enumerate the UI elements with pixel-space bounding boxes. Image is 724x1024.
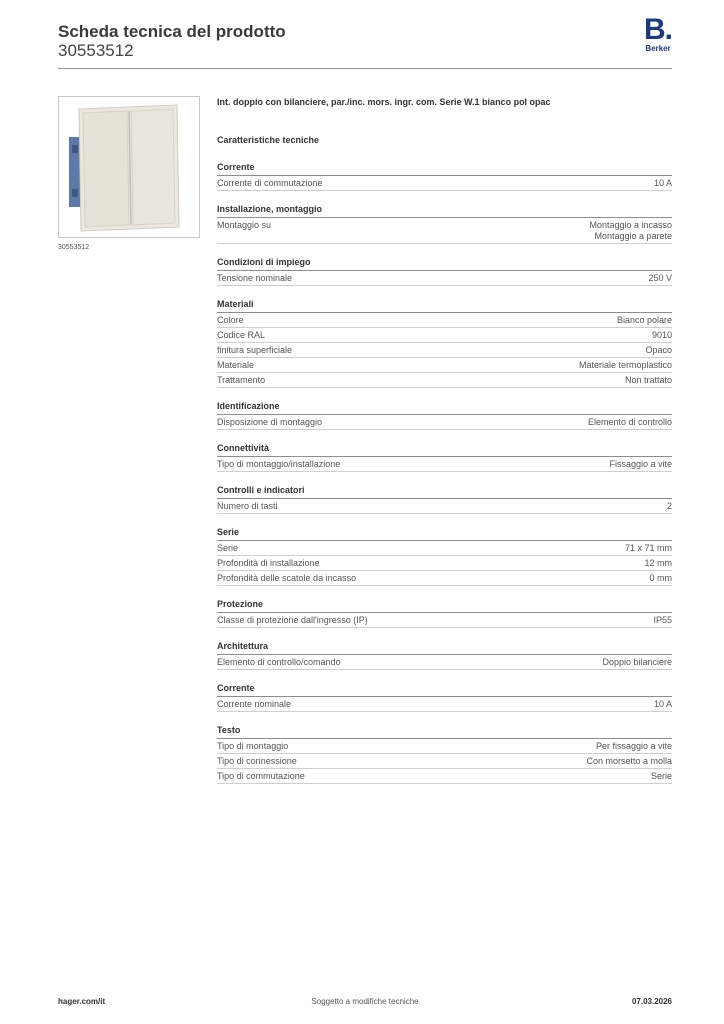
spec-row (217, 176, 672, 191)
spec-value (667, 501, 672, 512)
spec-row (217, 571, 672, 586)
spec-label: Elemento di controllo/comando (217, 657, 341, 667)
spec-content (217, 96, 672, 784)
footer-date: 07.03.2026 (631, 997, 672, 1006)
section-title: Connettività (217, 443, 672, 457)
spec-value-line: Fissaggio a vite (609, 459, 672, 469)
spec-value-line: Montaggio a incasso (589, 220, 672, 230)
spec-row (217, 218, 672, 244)
spec-label: Tipo di montaggio (217, 741, 289, 751)
section-title: Condizioni di impiego (217, 257, 672, 271)
spec-value-line: Montaggio a parete (594, 231, 672, 241)
spec-value (586, 756, 672, 767)
spec-row (217, 343, 672, 358)
spec-value (596, 741, 672, 752)
spec-value (625, 375, 672, 386)
spec-label: Disposizione di montaggio (217, 417, 323, 427)
page-header (58, 22, 286, 60)
section-title: Testo (217, 725, 672, 739)
spec-value (651, 771, 672, 782)
berker-logo (640, 13, 676, 53)
spec-row (217, 541, 672, 556)
spec-value (625, 543, 672, 554)
spec-value (588, 417, 672, 428)
spec-label: Corrente di commutazione (217, 178, 323, 188)
spec-row (217, 655, 672, 670)
spec-value-line: Opaco (645, 345, 672, 355)
spec-value-line: 10 A (653, 178, 672, 188)
spec-value-line: Non trattato (624, 375, 672, 385)
section-title: Installazione, montaggio (217, 204, 672, 218)
spec-value (648, 273, 672, 284)
spec-row (217, 697, 672, 712)
spec-value (654, 178, 672, 189)
spec-label: Trattamento (217, 375, 266, 385)
tech-heading: Caratteristiche tecniche (217, 135, 320, 145)
spec-label: finitura superficiale (217, 345, 293, 355)
spec-row (217, 373, 672, 388)
spec-label: Colore (217, 315, 244, 325)
spec-value-line: Materiale termoplastico (578, 360, 672, 370)
spec-value (589, 220, 672, 242)
spec-row (217, 499, 672, 514)
spec-value-line: IP55 (653, 615, 672, 625)
spec-label: Serie (217, 543, 239, 553)
spec-row (217, 769, 672, 784)
header-divider (58, 68, 672, 69)
spec-label: Tipo di connessione (217, 756, 297, 766)
logo-text: Berker (645, 44, 671, 53)
section-title: Serie (217, 527, 672, 541)
spec-sections (217, 148, 672, 784)
spec-row (217, 754, 672, 769)
spec-row (217, 415, 672, 430)
spec-row (217, 358, 672, 373)
spec-value-line: 10 A (653, 699, 672, 709)
product-image (58, 96, 200, 238)
spec-value-line: Bianco polare (616, 315, 672, 325)
spec-value-line: 2 (666, 501, 672, 511)
footer-website: hager.com/it (58, 997, 106, 1006)
spec-value-line: Serie (650, 771, 672, 781)
spec-label: Tipo di montaggio/installazione (217, 459, 341, 469)
logo-mark: B. (644, 13, 672, 46)
spec-value (609, 459, 672, 470)
spec-label: Numero di tasti (217, 501, 278, 511)
spec-row (217, 457, 672, 472)
spec-label: Classe di protezione dall'ingresso (IP) (217, 615, 368, 625)
spec-row (217, 328, 672, 343)
spec-value-line: Elemento di controllo (587, 417, 672, 427)
spec-label: Profondità delle scatole da incasso (217, 573, 357, 583)
page-title: Scheda tecnica del prodotto (58, 22, 286, 41)
spec-value (645, 345, 672, 356)
spec-value (644, 558, 672, 569)
product-code: 30553512 (58, 41, 134, 60)
page-footer (58, 997, 672, 1009)
spec-row (217, 739, 672, 754)
spec-value-line: 12 mm (644, 558, 672, 568)
spec-value-line: Doppio bilanciere (602, 657, 672, 667)
spec-value (617, 315, 672, 326)
spec-value-line: 0 mm (649, 573, 672, 583)
spec-value-line: 9010 (651, 330, 672, 340)
spec-label: Tensione nominale (217, 273, 293, 283)
spec-label: Corrente nominale (217, 699, 292, 709)
spec-label: Montaggio su (217, 220, 272, 230)
spec-label: Codice RAL (217, 330, 266, 340)
spec-value (602, 657, 672, 668)
spec-value (653, 615, 672, 626)
section-title: Corrente (217, 683, 672, 697)
spec-value (579, 360, 672, 371)
spec-row (217, 556, 672, 571)
section-title: Protezione (217, 599, 672, 613)
spec-value-line: Con morsetto a molla (586, 756, 672, 766)
section-title: Controlli e indicatori (217, 485, 672, 499)
switch-illustration (59, 97, 199, 237)
spec-label: Profondità di installazione (217, 558, 320, 568)
product-name: Int. doppio con bilanciere, par./inc. mors. ingr. com. Serie W.1 bianco pol opac (217, 97, 551, 107)
spec-label: Materiale (217, 360, 255, 370)
spec-value-line: 71 x 71 mm (624, 543, 672, 553)
section-title: Identificazione (217, 401, 672, 415)
footer-notice: Soggetto a modifiche tecniche (311, 997, 419, 1006)
section-title: Corrente (217, 162, 672, 176)
spec-row (217, 313, 672, 328)
section-title: Architettura (217, 641, 672, 655)
spec-row (217, 613, 672, 628)
image-caption: 30553512 (58, 244, 90, 251)
spec-value-line: 250 V (648, 273, 672, 283)
spec-label: Tipo di commutazione (217, 771, 305, 781)
spec-value (652, 330, 672, 341)
spec-value (650, 573, 673, 584)
spec-value-line: Per fissaggio a vite (595, 741, 672, 751)
section-title: Materiali (217, 299, 672, 313)
spec-value (654, 699, 672, 710)
spec-row (217, 271, 672, 286)
